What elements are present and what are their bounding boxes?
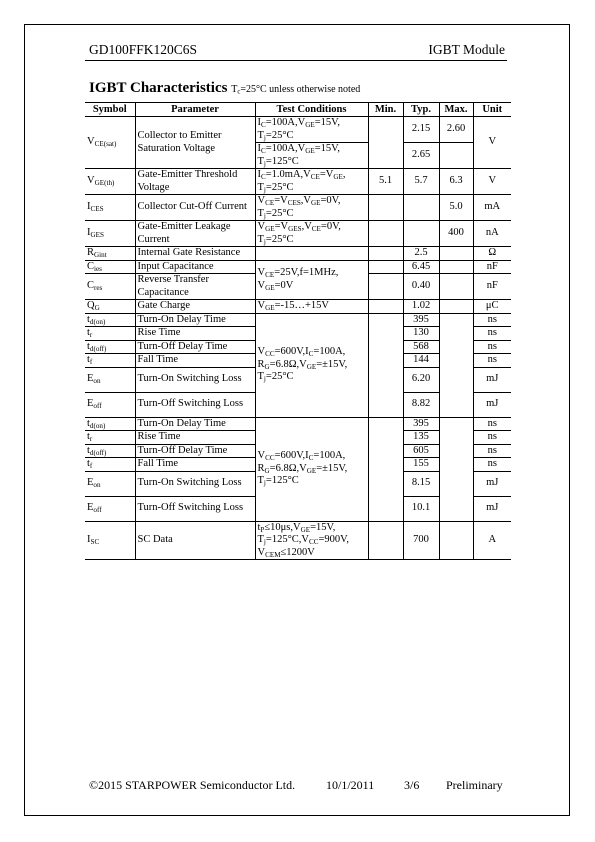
typ-cell: 0.40 bbox=[403, 274, 439, 300]
param-cell: Gate-Emitter Leakage Current bbox=[135, 221, 255, 247]
typ-cell: 8.82 bbox=[403, 392, 439, 417]
igbt-characteristics-table bbox=[85, 102, 511, 560]
cond-cell: $V_{CC}=600V,I_C=100A$, $R_G=6.8\Omega,V_{GE}=\pm 15V$, $T_j=125^\circ C$ bbox=[255, 417, 368, 521]
table-row bbox=[85, 260, 511, 274]
typ-cell: 6.45 bbox=[403, 260, 439, 274]
param-cell: Collector Cut-Off Current bbox=[135, 195, 255, 221]
unit-cell: Ω bbox=[473, 247, 511, 261]
section-title bbox=[89, 80, 360, 97]
unit-cell: nF bbox=[473, 274, 511, 300]
min-cell bbox=[368, 274, 403, 300]
param-cell: Fall Time bbox=[135, 354, 255, 368]
max-cell: 5.0 bbox=[439, 195, 473, 221]
unit-cell: mJ bbox=[473, 496, 511, 521]
min-cell bbox=[368, 313, 403, 417]
max-cell bbox=[439, 143, 473, 169]
max-cell: 2.60 bbox=[439, 117, 473, 143]
unit-cell: ns bbox=[473, 444, 511, 458]
max-cell: 6.3 bbox=[439, 169, 473, 195]
unit-cell: mJ bbox=[473, 367, 511, 392]
cond-cell: $I_C=100A,V_{GE}=15V$, $T_j=25^\circ C$ bbox=[255, 117, 368, 143]
col-parameter: Parameter bbox=[135, 103, 255, 117]
unit-cell: V bbox=[473, 169, 511, 195]
col-test-conditions: Test Conditions bbox=[255, 103, 368, 117]
param-cell: Collector to Emitter Saturation Voltage bbox=[135, 117, 255, 169]
table-row bbox=[85, 169, 511, 195]
symbol-cell: $t_r$ bbox=[85, 431, 135, 445]
typ-cell: 130 bbox=[403, 327, 439, 341]
typ-cell: 10.1 bbox=[403, 496, 439, 521]
footer-date: 10/1/2011 bbox=[326, 778, 375, 792]
symbol-cell: $t_{d(off)}$ bbox=[85, 444, 135, 458]
typ-cell: 2.15 bbox=[403, 117, 439, 143]
col-typ: Typ. bbox=[403, 103, 439, 117]
table-row bbox=[85, 521, 511, 560]
table-row bbox=[85, 313, 511, 327]
param-cell: Turn-On Delay Time bbox=[135, 313, 255, 327]
cond-cell: $I_C=100A,V_{GE}=15V$, $T_j=125^\circ C$ bbox=[255, 143, 368, 169]
symbol-cell: $C_{ies}$ bbox=[85, 260, 135, 274]
unit-cell: ns bbox=[473, 417, 511, 431]
symbol-cell: $I_{CES}$ bbox=[85, 195, 135, 221]
symbol-cell: $V_{CE(sat)}$ bbox=[85, 117, 135, 169]
typ-cell: 135 bbox=[403, 431, 439, 445]
param-cell: Input Capacitance bbox=[135, 260, 255, 274]
footer-status: Preliminary bbox=[446, 778, 503, 792]
symbol-cell: $Q_G$ bbox=[85, 300, 135, 314]
max-cell bbox=[439, 313, 473, 417]
typ-cell: 605 bbox=[403, 444, 439, 458]
symbol-cell: $R_{Gint}$ bbox=[85, 247, 135, 261]
unit-cell: A bbox=[473, 521, 511, 560]
min-cell bbox=[368, 247, 403, 261]
unit-cell: ns bbox=[473, 313, 511, 327]
typ-cell: 395 bbox=[403, 417, 439, 431]
product-type: IGBT Module bbox=[428, 42, 505, 57]
param-cell: Turn-On Switching Loss bbox=[135, 471, 255, 496]
param-cell: Turn-On Delay Time bbox=[135, 417, 255, 431]
min-cell bbox=[368, 300, 403, 314]
param-cell: Reverse Transfer Capacitance bbox=[135, 274, 255, 300]
cond-cell: $V_{GE}=V_{GES},V_{CE}=0V$, $T_j=25^\circ C$ bbox=[255, 221, 368, 247]
table-row bbox=[85, 221, 511, 247]
symbol-cell: $t_{d(on)}$ bbox=[85, 417, 135, 431]
param-cell: Turn-Off Delay Time bbox=[135, 444, 255, 458]
symbol-cell: $t_f$ bbox=[85, 354, 135, 368]
unit-cell: nA bbox=[473, 221, 511, 247]
col-max: Max. bbox=[439, 103, 473, 117]
unit-cell: ns bbox=[473, 431, 511, 445]
table-row bbox=[85, 300, 511, 314]
col-min: Min. bbox=[368, 103, 403, 117]
cond-cell: $V_{CE}=V_{CES},V_{GE}=0V$, $T_j=25^\circ C$ bbox=[255, 195, 368, 221]
cond-cell: $V_{CE}=25V,f=1MHz$, $V_{GE}=0V$ bbox=[255, 260, 368, 300]
typ-cell: 6.20 bbox=[403, 367, 439, 392]
section-title-text: IGBT Characteristics bbox=[89, 80, 228, 96]
table-row bbox=[85, 195, 511, 221]
table-row bbox=[85, 247, 511, 261]
typ-cell bbox=[403, 221, 439, 247]
part-number: GD100FFK120C6S bbox=[89, 42, 198, 57]
symbol-cell: $C_{res}$ bbox=[85, 274, 135, 300]
min-cell: 5.1 bbox=[368, 169, 403, 195]
typ-cell: 144 bbox=[403, 354, 439, 368]
symbol-cell: $E_{on}$ bbox=[85, 367, 135, 392]
max-cell bbox=[439, 300, 473, 314]
param-cell: Turn-Off Delay Time bbox=[135, 340, 255, 354]
typ-cell: 700 bbox=[403, 521, 439, 560]
cond-cell: $V_{CC}=600V,I_C=100A$, $R_G=6.8\Omega,V_{GE}=\pm 15V$, $T_j=25^\circ C$ bbox=[255, 313, 368, 417]
table-row bbox=[85, 417, 511, 431]
param-cell: Internal Gate Resistance bbox=[135, 247, 255, 261]
param-cell: Turn-On Switching Loss bbox=[135, 367, 255, 392]
cond-cell: $I_C=1.0mA,V_{CE}=V_{GE}$, $T_j=25^\circ C$ bbox=[255, 169, 368, 195]
max-cell bbox=[439, 260, 473, 274]
unit-cell: ns bbox=[473, 354, 511, 368]
symbol-cell: $t_{d(on)}$ bbox=[85, 313, 135, 327]
col-unit: Unit bbox=[473, 103, 511, 117]
symbol-cell: $I_{SC}$ bbox=[85, 521, 135, 560]
max-cell: 400 bbox=[439, 221, 473, 247]
symbol-cell: $t_{d(off)}$ bbox=[85, 340, 135, 354]
symbol-cell: $t_r$ bbox=[85, 327, 135, 341]
unit-cell: ns bbox=[473, 327, 511, 341]
unit-cell: nF bbox=[473, 260, 511, 274]
symbol-cell: $E_{off}$ bbox=[85, 392, 135, 417]
unit-cell: ns bbox=[473, 458, 511, 472]
symbol-cell: $E_{on}$ bbox=[85, 471, 135, 496]
symbol-cell: $t_f$ bbox=[85, 458, 135, 472]
cond-cell bbox=[255, 247, 368, 261]
max-cell bbox=[439, 417, 473, 521]
symbol-cell: $I_{GES}$ bbox=[85, 221, 135, 247]
param-cell: Turn-Off Switching Loss bbox=[135, 496, 255, 521]
footer-page-number: 3/6 bbox=[404, 778, 420, 792]
unit-cell: μC bbox=[473, 300, 511, 314]
header-divider bbox=[85, 60, 507, 61]
param-cell: Rise Time bbox=[135, 431, 255, 445]
min-cell bbox=[368, 521, 403, 560]
unit-cell: ns bbox=[473, 340, 511, 354]
param-cell: Fall Time bbox=[135, 458, 255, 472]
max-cell bbox=[439, 521, 473, 560]
min-cell bbox=[368, 260, 403, 274]
typ-cell bbox=[403, 195, 439, 221]
unit-cell: mJ bbox=[473, 471, 511, 496]
min-cell bbox=[368, 417, 403, 521]
min-cell bbox=[368, 195, 403, 221]
table-header-row bbox=[85, 103, 511, 117]
unit-cell: mJ bbox=[473, 392, 511, 417]
section-condition: $T_c=25^\circ C$ unless otherwise noted bbox=[231, 84, 361, 96]
unit-cell: mA bbox=[473, 195, 511, 221]
table-row bbox=[85, 117, 511, 143]
min-cell bbox=[368, 117, 403, 169]
max-cell bbox=[439, 247, 473, 261]
typ-cell: 568 bbox=[403, 340, 439, 354]
cond-cell: $t_P\le 10\mu s,V_{GE}=15V$, $T_j=125^\circ C,V_{CC}=900V$, $V_{CEM}\le 1200V$ bbox=[255, 521, 368, 560]
typ-cell: 5.7 bbox=[403, 169, 439, 195]
param-cell: Gate-Emitter Threshold Voltage bbox=[135, 169, 255, 195]
col-symbol: Symbol bbox=[85, 103, 135, 117]
cond-cell: $V_{GE}=-15\dots+15V$ bbox=[255, 300, 368, 314]
max-cell bbox=[439, 274, 473, 300]
footer-copyright: ©2015 STARPOWER Semiconductor Ltd. bbox=[89, 778, 296, 792]
typ-cell: 1.02 bbox=[403, 300, 439, 314]
typ-cell: 395 bbox=[403, 313, 439, 327]
param-cell: Turn-Off Switching Loss bbox=[135, 392, 255, 417]
typ-cell: 2.65 bbox=[403, 143, 439, 169]
symbol-cell: $V_{GE(th)}$ bbox=[85, 169, 135, 195]
param-cell: Gate Charge bbox=[135, 300, 255, 314]
unit-cell: V bbox=[473, 117, 511, 169]
typ-cell: 2.5 bbox=[403, 247, 439, 261]
typ-cell: 155 bbox=[403, 458, 439, 472]
param-cell: Rise Time bbox=[135, 327, 255, 341]
min-cell bbox=[368, 221, 403, 247]
typ-cell: 8.15 bbox=[403, 471, 439, 496]
symbol-cell: $E_{off}$ bbox=[85, 496, 135, 521]
param-cell: SC Data bbox=[135, 521, 255, 560]
